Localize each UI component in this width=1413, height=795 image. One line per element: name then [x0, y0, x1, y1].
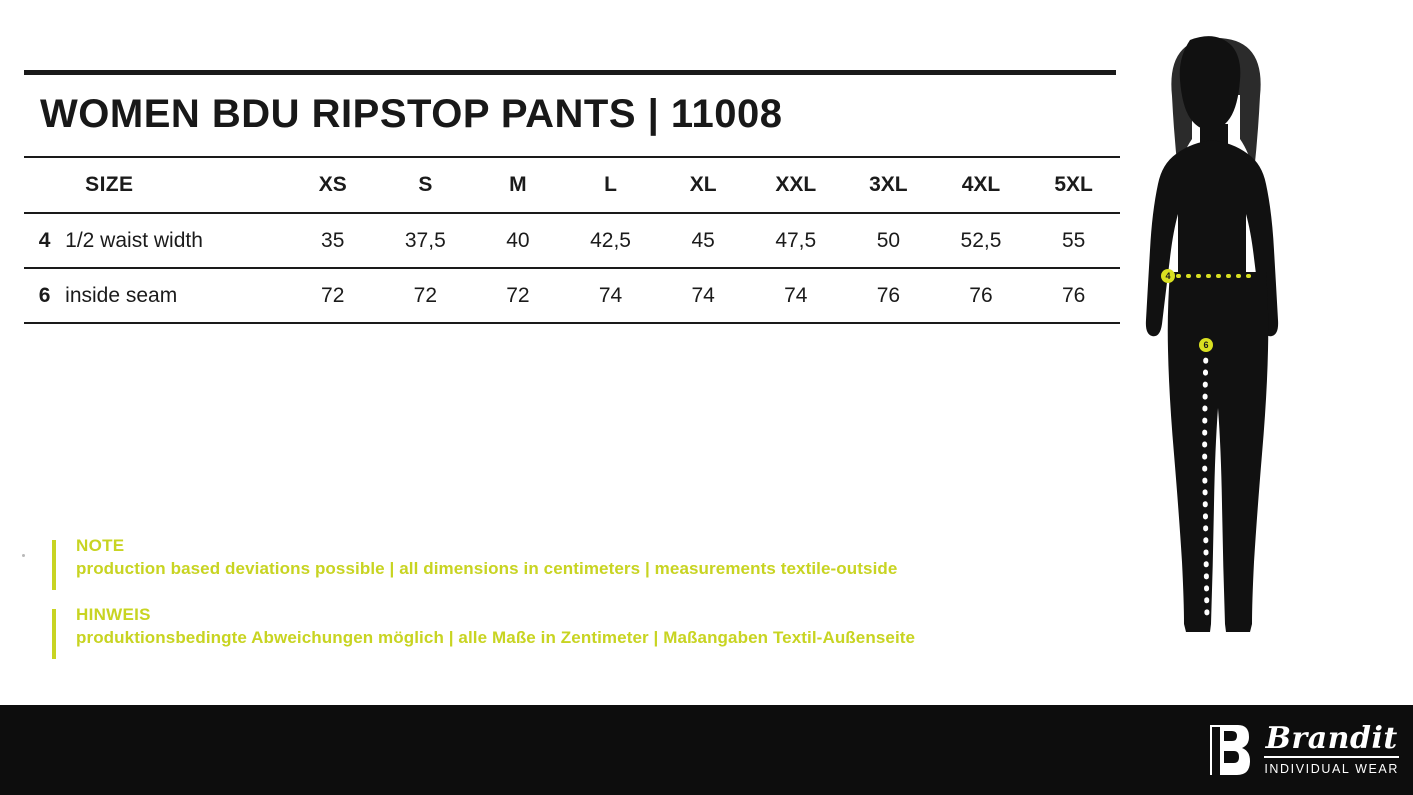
measure-badge-waist: 4 — [1161, 269, 1175, 283]
cell-3xl: 50 — [876, 228, 901, 252]
female-body-silhouette-icon — [1120, 0, 1413, 705]
cell-l: 42,5 — [590, 228, 631, 252]
table-header — [24, 158, 1120, 213]
cell-l: 74 — [598, 283, 623, 307]
cell-m: 72 — [506, 283, 530, 307]
brand-lockup — [1208, 719, 1399, 781]
cell-xs: 72 — [321, 283, 345, 307]
cell-5xl: 55 — [1061, 228, 1086, 252]
notes-section — [52, 536, 1052, 674]
top-divider — [24, 70, 1116, 75]
header-size-xl: XL — [689, 173, 717, 196]
brand-tagline: INDIVIDUAL WEAR — [1264, 762, 1399, 776]
header-size-xs: XS — [318, 173, 347, 196]
header-index — [24, 158, 65, 213]
note-accent-bar — [52, 609, 56, 659]
row-index: 4 — [38, 228, 51, 252]
brand-divider — [1264, 756, 1399, 758]
header-size-3xl: 3XL — [869, 173, 908, 196]
row-label: 1/2 waist width — [65, 228, 203, 252]
cell-3xl: 76 — [876, 283, 901, 307]
note-title: HINWEIS — [76, 605, 151, 624]
brand-text — [1264, 721, 1399, 776]
note-title: NOTE — [76, 536, 125, 555]
header-size-xxl: XXL — [775, 173, 817, 196]
cell-4xl: 76 — [969, 283, 993, 307]
cell-5xl: 76 — [1061, 283, 1086, 307]
header-size-5xl: 5XL — [1054, 173, 1093, 196]
cell-s: 37,5 — [404, 228, 446, 252]
cell-xl: 74 — [691, 283, 715, 307]
content-column — [24, 0, 1120, 795]
cell-s: 72 — [413, 283, 437, 307]
header-size-4xl: 4XL — [961, 173, 1001, 196]
table-header-row — [24, 158, 1120, 213]
measure-badge-inside-seam: 6 — [1199, 338, 1213, 352]
cell-xxl: 74 — [784, 283, 808, 307]
header-size-m: M — [509, 173, 527, 196]
table-body — [24, 213, 1120, 323]
figure-illustration — [1120, 0, 1413, 705]
header-size-l: L — [604, 173, 617, 196]
brand-name: Brandit — [1265, 721, 1398, 756]
decorative-dot — [22, 554, 25, 557]
cell-xxl: 47,5 — [775, 228, 817, 252]
table-row — [24, 213, 1120, 268]
cell-4xl: 52,5 — [960, 228, 1002, 252]
size-table — [24, 158, 1120, 324]
page-title: WOMEN BDU RIPSTOP PANTS | 11008 — [40, 92, 783, 136]
table-row — [24, 268, 1120, 323]
note-text: production based deviations possible | all dimensions in centimeters | measurements textile-outside — [76, 559, 898, 578]
brandit-logo-icon — [1208, 723, 1250, 777]
header-size-s: S — [418, 173, 433, 196]
header-size-label: SIZE — [85, 173, 134, 196]
note-accent-bar — [52, 540, 56, 590]
cell-xs: 35 — [321, 228, 345, 252]
cell-xl: 45 — [691, 228, 715, 252]
note-text: produktionsbedingte Abweichungen möglich | alle Maße in Zentimeter | Maßangaben Textil-Außenseite — [76, 628, 916, 647]
cell-m: 40 — [506, 228, 530, 252]
footer-bar — [0, 705, 1413, 795]
row-label: inside seam — [65, 283, 178, 307]
note-de — [52, 605, 1052, 648]
note-en — [52, 536, 1052, 579]
row-index: 6 — [38, 283, 51, 307]
